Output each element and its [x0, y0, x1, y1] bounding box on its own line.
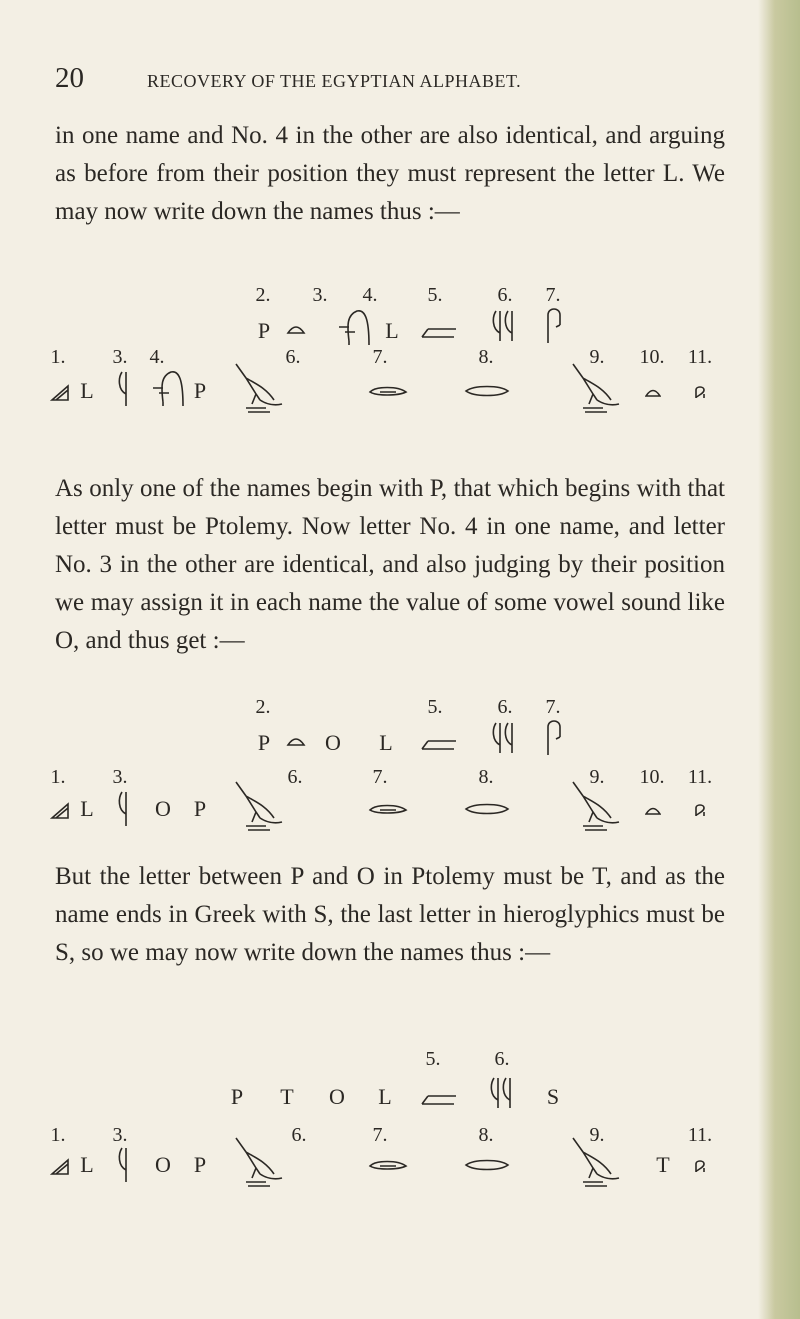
letter-p: P — [193, 1152, 207, 1177]
number-label: 6. — [494, 1048, 510, 1070]
letter-l: L — [379, 730, 393, 755]
number-label: 11. — [687, 1124, 713, 1146]
letter-o: O — [155, 796, 171, 821]
table3-top-numbers — [0, 1048, 800, 1078]
number-label: 7. — [372, 346, 388, 368]
number-label: 1. — [50, 766, 66, 788]
number-label: 4. — [362, 284, 378, 306]
number-label: 6. — [291, 1124, 307, 1146]
reed-pair-glyph — [488, 1072, 520, 1112]
number-label: 6. — [497, 696, 513, 718]
table1-top-numbers — [0, 284, 800, 314]
number-label: 3. — [112, 346, 128, 368]
letter-l: L — [378, 1084, 392, 1109]
number-label: 7. — [545, 284, 561, 306]
number-label: 9. — [589, 346, 605, 368]
folded-cloth-s-glyph — [692, 1158, 708, 1174]
mouth-glyph — [420, 325, 458, 341]
paragraph-3: But the letter between P and O in Ptolemy must be T, and as the name ends in Greek with S, the last letter in hieroglyphics must be S, so we may now write down the names thus :— — [55, 863, 725, 966]
number-label: 2. — [255, 284, 271, 306]
semicircle-t-glyph — [286, 734, 306, 748]
number-label: 2. — [255, 696, 271, 718]
folded-cloth-s-glyph — [542, 305, 566, 347]
number-label: 6. — [497, 284, 513, 306]
lion-glyph — [563, 778, 625, 834]
folded-cloth-s-glyph — [692, 802, 708, 818]
letter-s: S — [546, 1084, 560, 1109]
mouth-glyph — [420, 737, 458, 753]
letter-p: P — [193, 378, 207, 403]
letter-o: O — [325, 730, 341, 755]
lasso-o-glyph — [149, 366, 189, 408]
reed-glyph — [116, 368, 136, 410]
semicircle-t-glyph — [286, 322, 306, 336]
number-label: 7. — [372, 766, 388, 788]
letter-l: L — [80, 1152, 94, 1177]
paragraph-1: in one name and No. 4 in the other are also identical, and arguing as before from their position they must represent the letter L. We may now write down the names thus :— — [55, 122, 725, 225]
number-label: 3. — [112, 1124, 128, 1146]
reed-pair-glyph — [490, 305, 522, 345]
number-label: 5. — [425, 1048, 441, 1070]
number-label: 1. — [50, 1124, 66, 1146]
triangle-k-glyph — [50, 802, 70, 820]
mouth-r-glyph — [464, 802, 510, 816]
number-label: 8. — [478, 346, 494, 368]
letter-l: L — [80, 378, 94, 403]
table2-top-numbers — [0, 696, 800, 726]
letter-o: O — [155, 1152, 171, 1177]
reed-glyph — [116, 1144, 136, 1186]
reed-pair-glyph — [490, 717, 522, 757]
number-label: 6. — [285, 346, 301, 368]
hand-d-glyph — [368, 802, 408, 816]
number-label: 5. — [427, 696, 443, 718]
number-label: 3. — [112, 766, 128, 788]
letter-l: L — [80, 796, 94, 821]
letter-p: P — [257, 318, 271, 343]
letter-p: P — [257, 730, 271, 755]
lion-glyph — [226, 778, 288, 834]
lion-glyph — [226, 360, 288, 416]
hand-d-glyph — [368, 384, 408, 398]
paragraph-2: As only one of the names begin with P, that which begins with that letter must be Ptolemy. Now letter No. 4 in one name, and letter No. 3 in the other are identical, and also judging by their position we may assign it in each name the value of some vowel sound like O, and thus get :— — [55, 475, 725, 654]
hand-d-glyph — [368, 1158, 408, 1172]
letter-l: L — [385, 318, 399, 343]
number-label: 7. — [372, 1124, 388, 1146]
letter-o: O — [329, 1084, 345, 1109]
semicircle-t-glyph — [645, 804, 661, 816]
number-label: 7. — [545, 696, 561, 718]
reed-glyph — [116, 788, 136, 830]
number-label: 3. — [312, 284, 328, 306]
page-edge-shadow — [758, 0, 800, 1319]
number-label: 1. — [50, 346, 66, 368]
number-label: 11. — [687, 346, 713, 368]
number-label: 9. — [589, 766, 605, 788]
lasso-o-glyph — [335, 305, 375, 347]
number-label: 6. — [287, 766, 303, 788]
letter-t: T — [280, 1084, 294, 1109]
number-label: 5. — [427, 284, 443, 306]
lion-glyph — [226, 1134, 288, 1190]
triangle-k-glyph — [50, 384, 70, 402]
lion-glyph — [563, 1134, 625, 1190]
mouth-glyph — [420, 1092, 458, 1108]
semicircle-t-glyph — [645, 386, 661, 398]
number-label: 8. — [478, 1124, 494, 1146]
folded-cloth-s-glyph — [542, 717, 566, 759]
number-label: 10. — [639, 766, 665, 788]
lion-glyph — [563, 360, 625, 416]
letter-p: P — [230, 1084, 244, 1109]
number-label: 10. — [639, 346, 665, 368]
number-label: 8. — [478, 766, 494, 788]
number-label: 4. — [149, 346, 165, 368]
folded-cloth-s-glyph — [692, 384, 708, 400]
triangle-k-glyph — [50, 1158, 70, 1176]
number-label: 9. — [589, 1124, 605, 1146]
number-label: 11. — [687, 766, 713, 788]
letter-t: T — [656, 1152, 670, 1177]
running-head: RECOVERY OF THE EGYPTIAN ALPHABET. — [147, 71, 522, 91]
mouth-r-glyph — [464, 1158, 510, 1172]
mouth-r-glyph — [464, 384, 510, 398]
page-number: 20 — [55, 62, 84, 94]
letter-p: P — [193, 796, 207, 821]
